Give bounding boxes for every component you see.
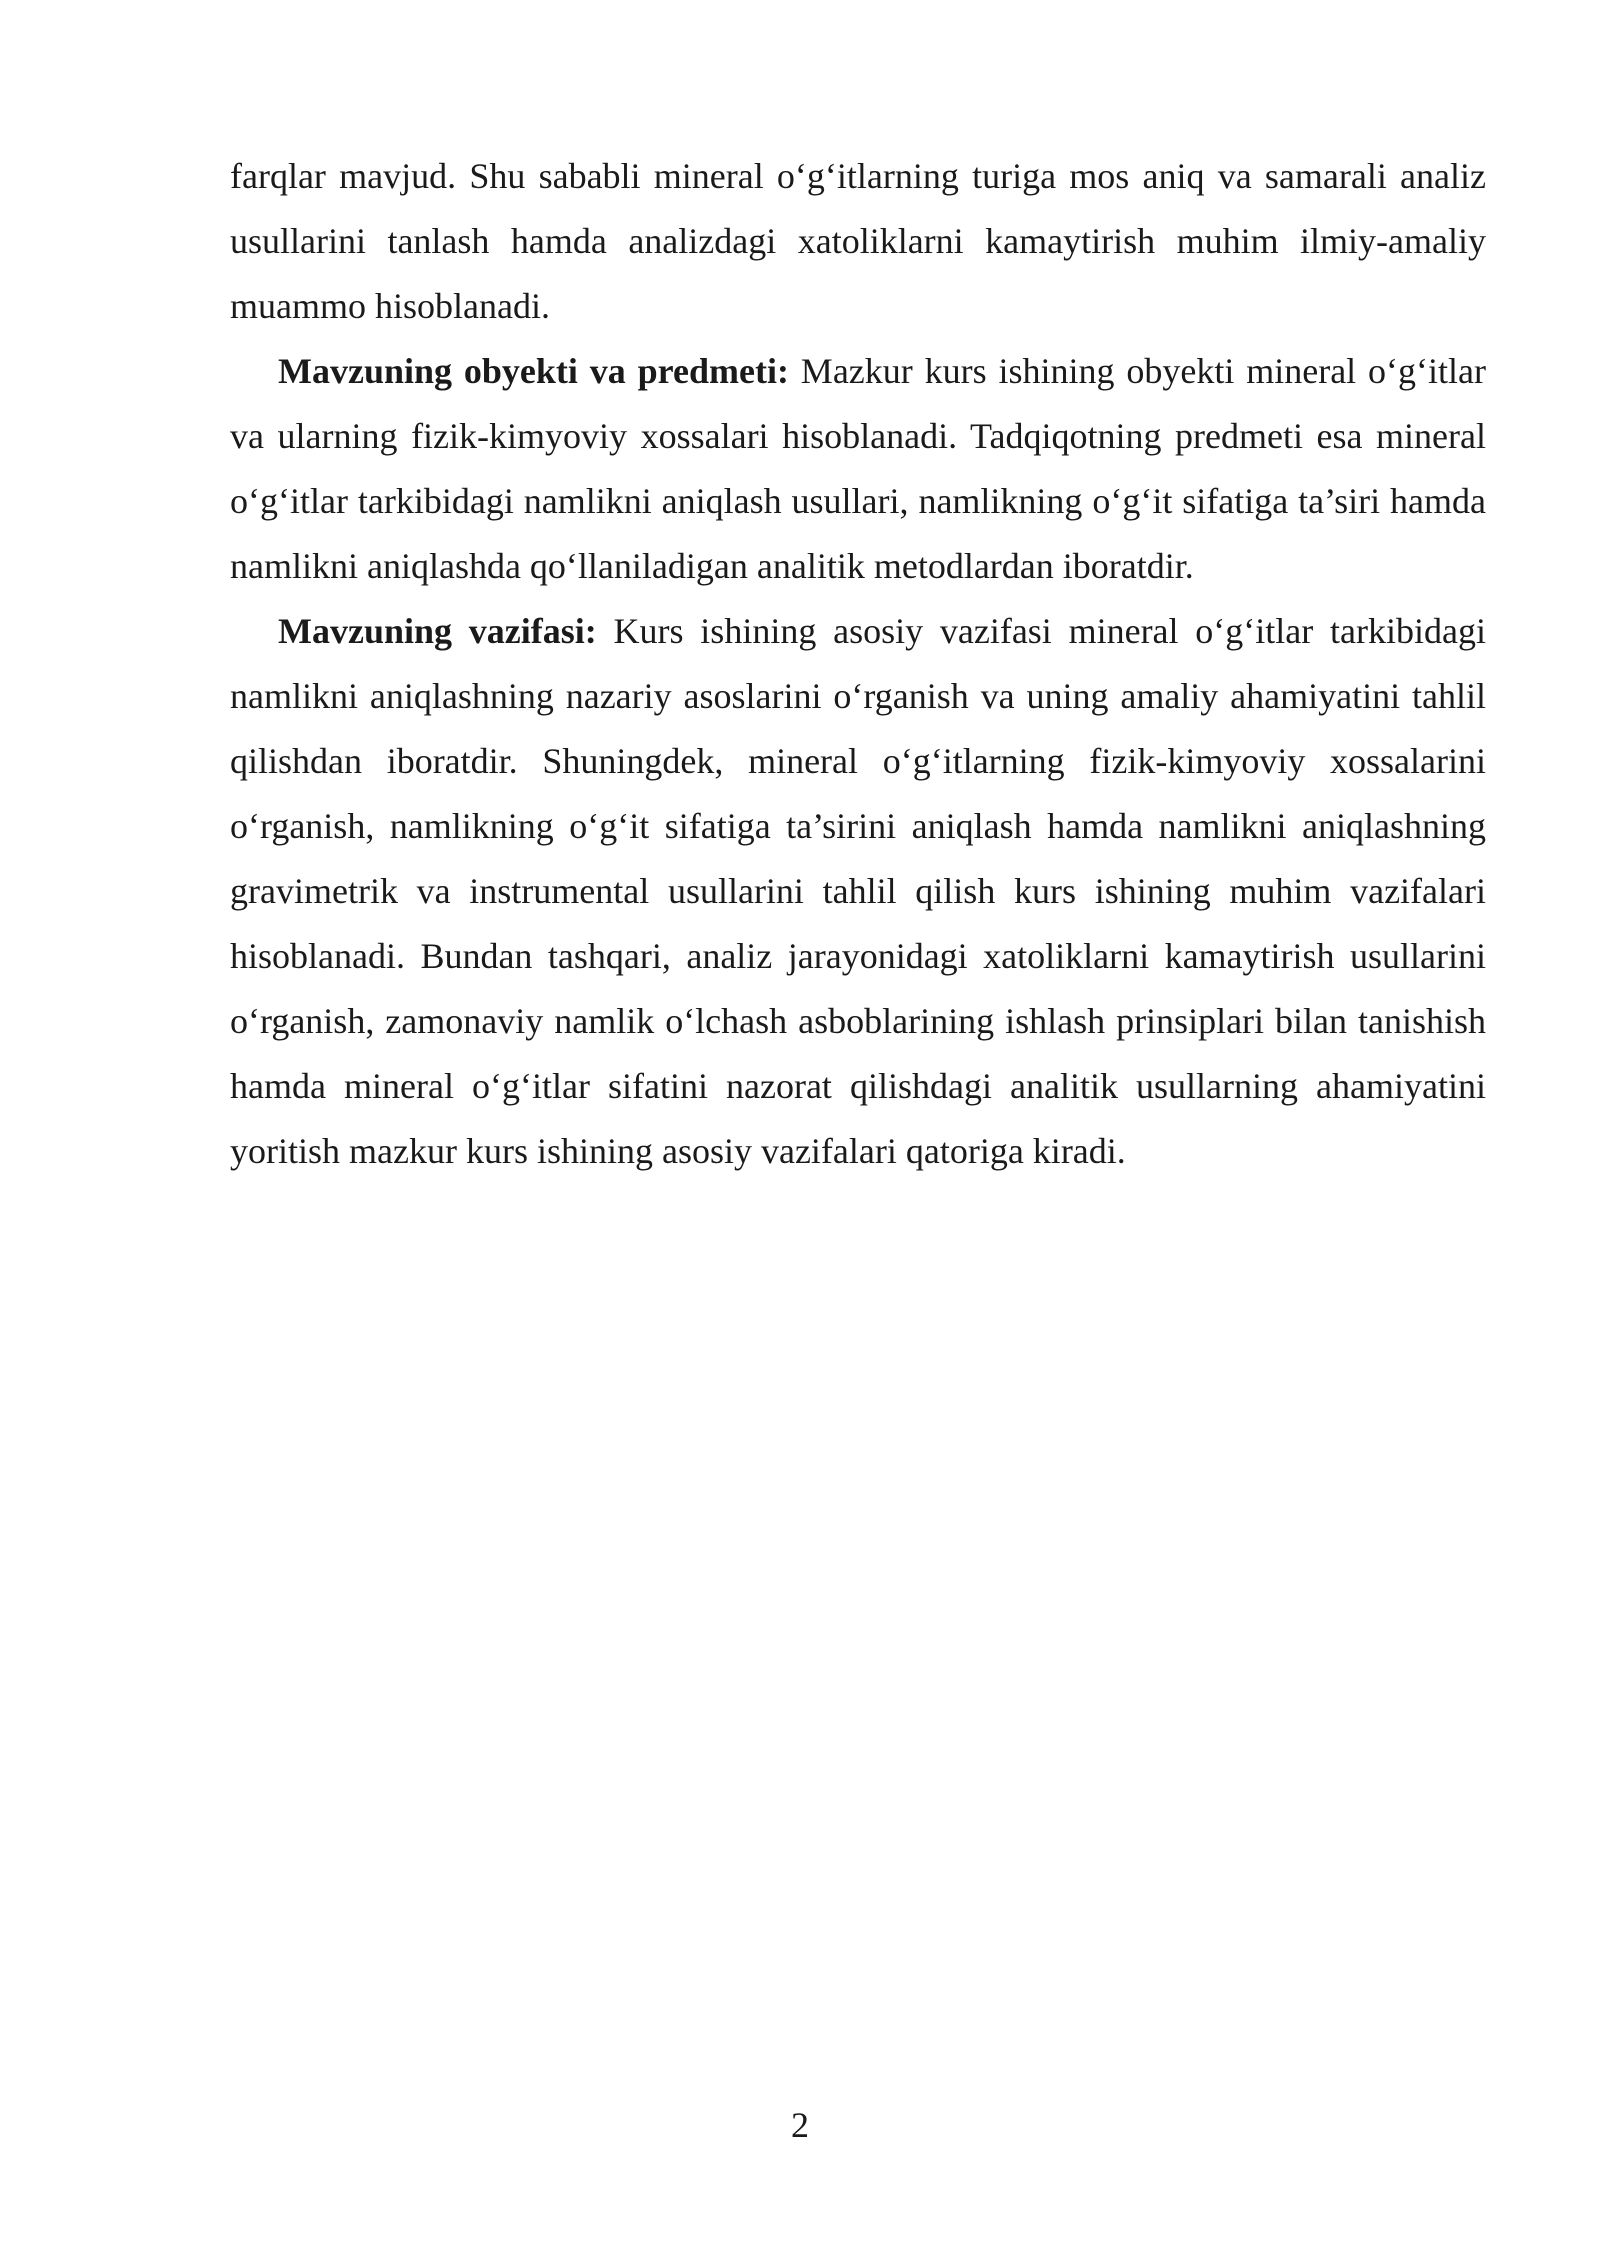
paragraph-text: farqlar mavjud. Shu sababli mineral o‘g‘itlarning turiga mos aniq va samarali analiz usullarini tanlash hamda analizdagi xatoliklarni kamaytirish muhim ilmiy-amaliy muammo hisoblanadi. — [230, 156, 1486, 326]
paragraph-continuation — [230, 144, 1486, 339]
page-number: 2 — [791, 2105, 809, 2145]
paragraph-tasks — [230, 599, 1486, 1184]
paragraph-object-subject — [230, 339, 1486, 599]
paragraph-heading: Mavzuning obyekti va predmeti: — [278, 351, 789, 391]
paragraph-text: Mazkur kurs ishining obyekti mineral o‘g‘itlar va ularning fizik-kimyoviy xossalari hisoblanadi. Tadqiqotning predmeti esa mineral o‘g‘itlar tarkibidagi namlikni aniqlash usullari, namlikning o‘g‘it sifatiga ta’siri hamda namlikni aniqlashda qo‘llaniladigan analitik metodlardan iboratdir. — [230, 351, 1486, 586]
paragraph-heading: Mavzuning vazifasi: — [278, 611, 597, 651]
paragraph-text: Kurs ishining asosiy vazifasi mineral o‘g‘itlar tarkibidagi namlikni aniqlashning nazariy asoslarini o‘rganish va uning amaliy ahamiyatini tahlil qilishdan iboratdir. Shuningdek, mineral o‘g‘itlarning fizik-kimyoviy xossalarini o‘rganish, namlikning o‘g‘it sifatiga ta’sirini aniqlash hamda namlikni aniqlashning gravimetrik va instrumental usullarini tahlil qilish kurs ishining muhim vazifalari hisoblanadi. Bundan tashqari, analiz jarayonidagi xatoliklarni kamaytirish usullarini o‘rganish, zamonaviy namlik o‘lchash asboblarining ishlash prinsiplari bilan tanishish hamda mineral o‘g‘itlar sifatini nazorat qilishdagi analitik usullarning ahamiyatini yoritish mazkur kurs ishining asosiy vazifalari qatoriga kiradi. — [230, 611, 1486, 1171]
document-body — [230, 144, 1486, 1184]
